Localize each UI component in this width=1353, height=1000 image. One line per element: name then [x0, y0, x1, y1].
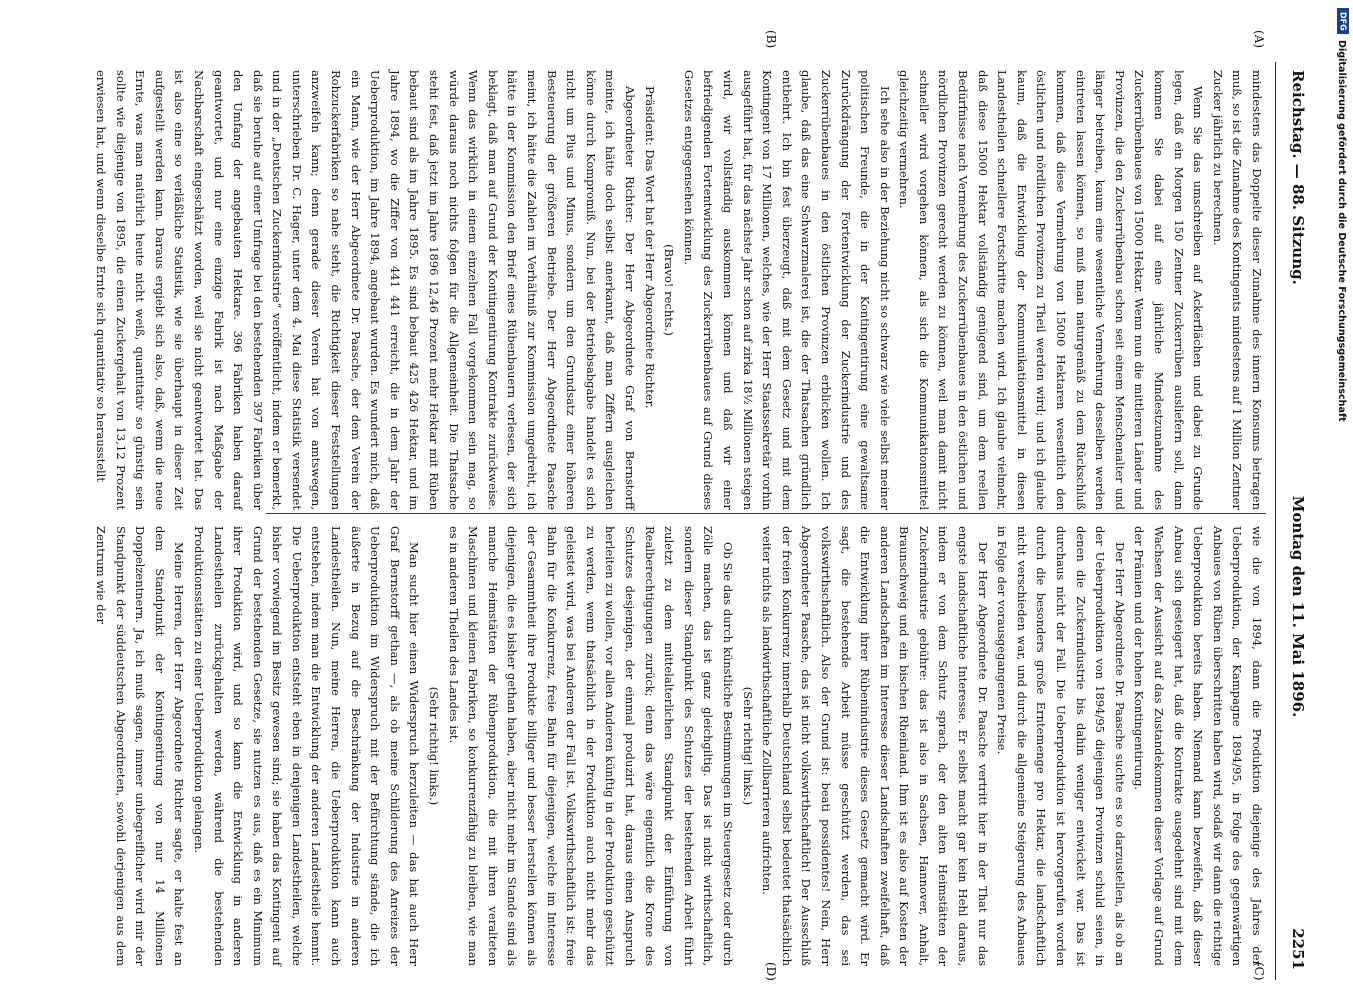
- digitization-note: Digitalisierung gefördert durch die Deutsche Forschungsgemeinschaft: [1336, 40, 1347, 422]
- marker-b: (B): [764, 30, 778, 49]
- paragraph: Präsident: Das Wort hat der Herr Abgeordnete Richter.: [642, 86, 657, 409]
- header-left: Reichstag. — 88. Sitzung.: [1289, 70, 1307, 285]
- paragraph: wie die von 1894, dann die Produktion diejenige des Jahres der Ueberproduktion, der Kampagne 1894/95, in Folge des gegenwärtigen Anbaues von Rüben überschritten haben wird, sodaß wir dann die richtige Ueberproduktion bereits haben. Niemand kann bezweifeln, daß dieser Anbau sich gesteigert hat, daß die Kontrakte ausgedehnt sind mit dem Wachsen der Aussicht auf das Zustandekommen dieser Vorlage auf Grund der Prämien und der hohen Kontingentirung.: [1132, 526, 1264, 966]
- header-rule: [1275, 62, 1276, 980]
- paragraph: (Sehr richtig! links.): [740, 686, 755, 806]
- right-column: [90, 526, 1266, 966]
- column-divider: [266, 513, 1266, 514]
- paragraph: (Bravo! rechts.): [662, 244, 677, 336]
- paragraph: Abgeordneter Richter: Der Herr Abgeordnete Graf von Bernstorff meinte, ich hätte doch selbst anerkannt, daß man Ziffern ausgleichen könne durch Kompromiß. Nun, bei der Betriebsabgabe handelt es sich nicht um Plus und Minus, sondern um den Grundsatz einer höheren Besteuerung der größeren Betriebe. Der Herr Abgeordnete Paasche meint, ich hätte die Zahlen im Verhältniß zur Kommission umgedreht, ich hätte in der Kommission den Brief eines Rübenbauern verlesen, der sich beklagt, daß man auf Grund der Kontingentirung Kontrakte zurückweise. Wenn das wirklich in einem einzelnen Fall vorgekommen sein mag, so würde daraus noch nichts folgen für die Allgemeinheit. Die Thatsache steht fest, daß jetzt im Jahre 1896 12,46 Prozent mehr Hektar mit Rüben bebaut sind als im Jahre 1895. Es sind bebaut 425 426 Hektar, und im Jahre 1894, wo die Ziffer von 441 441 erreicht, die in dem Jahr der Ueberproduktion, im Jahre 1894, angebaut wurden. Es wundert mich, daß ein Mann, wie der Herr Abgeordnete Dr. Paasche, der dem Verein der Rohzuckerfabriken so nahe steht, die Richtigkeit dieser Feststellungen anzweifeln kann; denn gerade dieser Verein hat von amtswegen, unterschrieben Dr. C. Hager, unter dem 4. Mai diese Statistik versendet und in der „Deutschen Zuckerindustrie“ veröffentlicht, indem er bemerkt, daß sie beruhe auf einer Umfrage bei den bestehenden 397 Fabriken über den Umfang der angebauten Hektare. 396 Fabriken haben darauf geantwortet, und nur eine einzige Fabrik ist nach Maßgabe der Nachbarschaft eingeschätzt worden, weil sie nicht geantwortet hat. Das ist also eine so verläßliche Statistik, wie sie überhaupt in dieser Zeit aufgestellt werden kann. Daraus ergiebt sich also, daß, wenn die neue Ernte, was man natürlich heute nicht weiß, quantitativ so günstig sein sollte wie diejenige von 1895, die einen Zuckergehalt von 13,12 Prozent erwiesen hat, und wenn dieselbe Ernte sich quantitativ so herausstellt: [93, 70, 637, 510]
- paragraph: (Sehr richtig! links.): [427, 686, 442, 806]
- marker-d: (D): [764, 962, 778, 981]
- paragraph: Ich sehe also in der Beziehung nicht so schwarz wie viele selbst meiner politischen Freunde, die in der Kontingentirung eine gewaltsame Zurückdrängung der Fortentwicklung der Zuckerindustrie und des Zuckerrübenbaues in den östlichen Provinzen erblicken wollen. Ich glaube, daß das eine Schwarzmalerei ist, die der Thatsachen gründlich entbehrt. Ich bin fest überzeugt, daß mit dem Gesetz und mit dem Kontingent von 17 Millionen, welches, wie der Herr Staatssekretär vorhin ausgeführt hat, für das nächste Jahr schon auf zirka 18½ Millionen steigen wird, wir vollständig auskommen können und daß wir einer befriedigenden Fortentwicklung des Zuckerrübenbaues auf Grund dieses Gesetzes entgegensehen können.: [681, 70, 892, 510]
- paragraph: Man sucht hier einen Widerspruch herzuleiten — das hat auch Herr Graf Bernstorff gethan —, als ob meine Schilderung des Anreizes der Ueberproduktion im Widerspruch mit der Befürchtung stände, die ich äußerte in Bezug auf die Beschränkung der Industrie in anderen Landestheilen. Nun, meine Herren, die Ueberproduktion kann auch entstehen, indem man die Entwicklung der anderen Landestheile hemmt. Die Ueberproduktion entsteht eben in denjenigen Landestheilen, welche bisher vorwiegend im Besitz gewesen sind; sie haben das Kontingent auf Grund der bestehenden Gesetze, sie nutzen es aus, daß es ein Minimum ihrer Produktion wird, und so kann die Entwicklung in anderen Landestheilen zurückgehalten werden, während die bestehenden Produktionsstätten zu einer Ueberproduktion gelangen.: [191, 526, 422, 966]
- page-number: 2251: [1289, 928, 1307, 970]
- page-header: [1278, 70, 1318, 970]
- paragraph: Meine Herren, der Herr Abgeordnete Richter sagte, er halte fest an dem Standpunkt der Kontingentirung von nur 14 Millionen Doppelzentnern. Ja, ich muß sagen, immer unbegreiflicher wird mir der Standpunkt der süddeutschen Abgeordneten, sowohl derjenigen aus dem Zentrum wie der: [93, 526, 187, 966]
- paragraph: mindestens das Doppelte dieser Zunahme des innern Konsums betragen muß, so ist die Zunahme des Kontingents mindestens auf 1 Million Zentner Zucker jährlich zu berechnen.: [1210, 70, 1264, 510]
- rotated-page: [28, 10, 1318, 990]
- marker-a: (A): [1252, 30, 1266, 49]
- paragraph: Der Herr Abgeordnete Dr. Paasche vertritt hier in der That nur das engste landschaftliche Interesse. Er selbst macht gar kein Hehl daraus, indem er von dem Schutz sprach, der den alten Heimstätten der Zuckerindustrie gebühre: das ist also in Sachsen, Hannover, Anhalt, Braunschweig und ein bischen Rheinland. Ihm ist es also auf Kosten der anderen Landschaften im Interesse dieser Landschaften zweifelhaft, daß die Entwicklung ihrer Rübenindustrie dieses Gesetz gemacht wird. Er sagt, die bestehende Arbeit müsse geschützt werden, das sei volkswirthschaftlich. Also der Grund ist: beati possidentes! Nein, Herr Abgeordneter Paasche, das ist nicht volkswirthschaftlich! Der Ausschluß der freien Konkurrenz innerhalb Deutschland selbst bedeutet thatsächlich weiter nichts als landwirthschaftliche Zollbarrieren aufrichten.: [760, 526, 990, 966]
- header-date: Montag den 11. Mai 1896.: [1289, 495, 1307, 718]
- left-column: [90, 70, 1266, 510]
- dfg-logo: DFG: [1337, 8, 1349, 34]
- paragraph: Der Herr Abgeordnete Dr. Paasche suchte es so darzustellen, als ob an der Ueberproduktion von 1894/95 diejenigen Provinzen schuld seien, in denen die Zuckerindustrie bis dahin weniger entwickelt war. Das ist durchaus nicht der Fall. Die Ueberproduktion ist hervorgerufen worden durch die besonders große Erntemenge pro Hektar, die landschaftlich nicht verschieden war, und durch die allgemeine Steigerung des Anbaues in Folge der vorausgegangenen Preise.: [995, 526, 1127, 966]
- paragraph: Wenn Sie das umschreiben auf Ackerflächen und dabei zu Grunde legen, daß ein Morgen 150 Zentner Zuckerrüben ausliefern soll, dann kommen Sie dabei auf eine jährliche Mindestzunahme des Zuckerrübenbaues von 15000 Hektar. Wenn nun die mittleren Länder und Provinzen, die den Zuckerrübenbau schon seit einem Menschenalter und länger betreiben, kaum eine wesentliche Vermehrung desselben werden eintreten lassen können, so muß man naturgemäß zu dem Rückschluß kommen, daß diese Vermehrung von 15000 Hektaren wesentlich den östlichen und nördlichen Provinzen zu Theil werden wird; und ich glaube kaum, daß die Entwicklung der Kommunikationsmittel in diesen Landestheilen schnellere Fortschritte machen wird. Ich glaube vielmehr, daß diese 15000 Hektar vollständig genügend sind, um dem reellen Bedürfnisse nach Vermehrung des Zuckerrübenbaues in den östlichen und nördlichen Provinzen gerecht werden zu können, weil man damit nicht schneller wird vorgehen können, als sich die Kommunikationsmittel gleichzeitig vermehren.: [897, 70, 1206, 510]
- paragraph: Ob Sie das durch künstliche Bestimmungen im Steuergesetz oder durch Zölle machen, das ist ganz gleichgiltig. Das ist nicht wirthschaftlich, sondern dieser Standpunkt des Schutzes der bestehenden Arbeit führt zuletzt zu dem mittelalterlichen Standpunkt der Einführung von Realberechtigungen zurück; denn das wäre eigentlich die Krone des Schutzes desjenigen, der einmal produzirt hat, daraus einen Anspruch herleiten zu wollen, vor allen Anderen künftig in der Produktion geschützt zu werden, wenn thatsächlich in der Produktion auch nicht mehr das geleistet wird, was bei Anderen der Fall ist. Volkswirthschaftlich ist: freie Bahn für die Konkurrenz, freie Bahn für diejenigen, welche im Interesse der Gesammtheit ihre Produkte billiger und besser herstellen können als diejenigen, die es bisher gethan haben, aber nicht mehr im Stande sind als manche Heimstätten der Rübenproduktion, die mit ihren veralteten Maschinen und kleinen Fabriken, so konkurrenzfähig zu bleiben, wie man es in anderen Theilen des Landes ist.: [446, 526, 735, 966]
- marker-c: (C): [1252, 962, 1266, 981]
